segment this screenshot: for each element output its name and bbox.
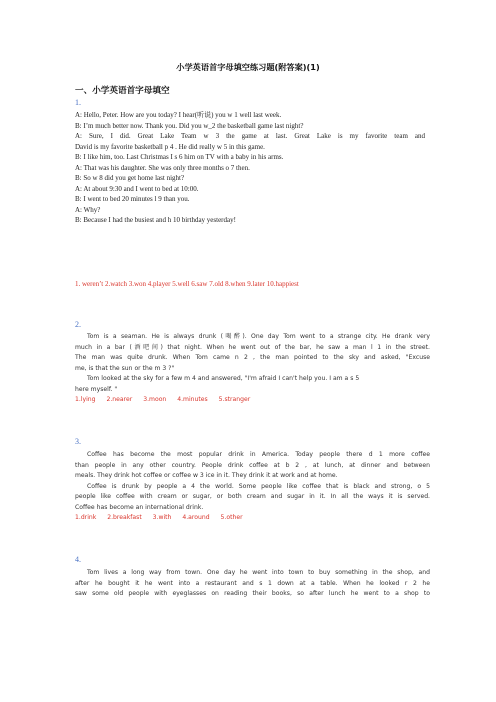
question-2-line: here myself. ": [75, 385, 118, 393]
question-3-text: [75, 450, 430, 513]
answer-item: 5.other: [220, 514, 243, 521]
question-4-line: saw some old people with eyeglasses on reading their books, so after lunch he went to a shop to: [75, 590, 430, 597]
answer-item: 1.drink: [75, 514, 97, 521]
question-4-text: [75, 568, 430, 600]
question-1-line: David is my favorite basketball p 4 . He did really w 5 in this game.: [75, 142, 265, 151]
answer-item: 5.stranger: [218, 396, 251, 403]
question-1-line: B: I went to bed 20 minutes l 9 than you.: [75, 195, 190, 203]
question-3-number: 3.: [75, 437, 81, 446]
question-1-line: B: I’m much better now. Thank you. Did you w_2 the basketball game last night?: [75, 121, 304, 130]
answer-item: 3.with: [152, 514, 172, 521]
question-1-text: [75, 110, 425, 226]
page-title: 小学英语首字母填空练习题(附答案)(1): [176, 62, 320, 72]
question-1-line: A: Why?: [75, 205, 101, 214]
answer-item: 4.around: [182, 514, 210, 521]
answer-item: 2.nearer: [106, 396, 133, 403]
question-3-line: than people in any other country. People drink coffee at b 2 , at lunch, at dinner and between: [75, 461, 430, 469]
question-2-line: Tom looked at the sky for a few m 4 and answered, "I'm afraid I can't help you. I am a s 5: [87, 375, 360, 382]
question-4-line: after he bought it he went into a restaurant and s 1 down at a table. When he looked r 2 he: [75, 579, 430, 587]
question-1-line: B: Because I had the busiest and h 10 birthday yesterday!: [75, 216, 236, 224]
question-2-number: 2.: [75, 320, 81, 329]
answer-item: 3.moon: [143, 396, 167, 403]
question-1-answer: 1. weren’t 2.watch 3.won 4.player 5.well 6.saw 7.old 8.when 9.later 10.happiest: [75, 280, 299, 288]
question-1-line: A: At about 9:30 and I went to bed at 10:00.: [75, 184, 199, 193]
question-2-answers: [75, 396, 259, 403]
question-3-line: Coffee has become an international drink.: [75, 503, 204, 511]
question-4-number: 4.: [75, 555, 81, 564]
question-3-line: meals. They drink hot coffee or coffee w 3 ice in it. They drink it at work and at home.: [75, 472, 338, 479]
question-1-line: A: That was his daughter. She was only three months o 7 then.: [75, 163, 250, 172]
question-2-line: Tom is a seaman. He is always drunk (喝醉). One day Tom went to a strange city. He drank very: [87, 333, 430, 340]
question-2-line: The man was quite drunk. When Tom came n 2 , the man pointed to the sky and asked, "Excuse: [75, 354, 430, 361]
question-3-answers: [75, 514, 252, 521]
question-1-number: 1.: [75, 98, 81, 107]
section-heading: 一、小学英语首字母填空: [75, 86, 170, 96]
answer-item: 1.lying: [75, 396, 96, 403]
question-2-text: [75, 332, 430, 395]
question-3-line: Coffee has become the most popular drink in America. Today people there d 1 more coffee: [87, 451, 430, 458]
question-2-line: much in a bar (酒吧间) that night. When he went out of the bar, he saw a man l 1 in the street.: [75, 343, 430, 351]
question-4-line: Tom lives a long way from town. One day he went into town to buy something in the shop, and: [87, 569, 430, 576]
question-1-line: B: So w 8 did you get home last night?: [75, 174, 185, 182]
question-1-line: A: Sure, I did. Great Lake Team w 3 the game at last. Great Lake is my favorite team and: [75, 132, 425, 140]
answer-item: 4.minutes: [177, 396, 208, 403]
question-1-line: A: Hello, Peter. How are you today? I hear(听说) you w 1 well last week.: [75, 111, 282, 119]
question-3-line: Coffee is drunk by people a 4 the world. Some people like coffee that is black and strong, o 5: [87, 482, 430, 490]
answer-item: 2.breakfast: [107, 514, 142, 521]
question-3-line: people like coffee with cream or sugar, or both cream and sugar in it. In all the ways it is served.: [75, 493, 430, 500]
question-2-line: me, is that the sun or the m 3 ?": [75, 364, 175, 372]
question-1-line: B: I like him, too. Last Christmas I s 6 him on TV with a baby in his arms.: [75, 153, 284, 161]
